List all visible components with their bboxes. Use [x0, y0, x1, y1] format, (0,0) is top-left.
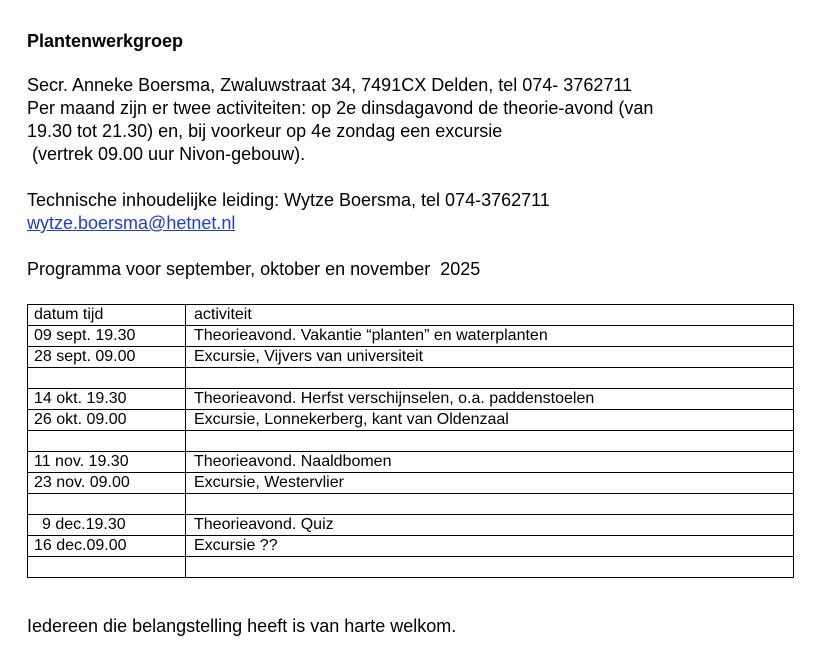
- table-row: [28, 389, 794, 410]
- activities-line-3: (vertrek 09.00 uur Nivon-gebouw).: [27, 144, 306, 164]
- cell-datum: [28, 431, 186, 452]
- cell-datum: 28 sept. 09.00: [28, 347, 186, 368]
- cell-activiteit: [186, 494, 794, 515]
- cell-activiteit: [186, 368, 794, 389]
- table-row-empty: [28, 494, 794, 515]
- table-header-row: [28, 305, 794, 326]
- table-row-empty: [28, 368, 794, 389]
- table-row: [28, 326, 794, 347]
- cell-datum: 26 okt. 09.00: [28, 410, 186, 431]
- cell-activiteit: Excursie ??: [186, 536, 794, 557]
- table-row: [28, 515, 794, 536]
- table-row: [28, 536, 794, 557]
- secretary-line: Secr. Anneke Boersma, Zwaluwstraat 34, 7491CX Delden, tel 074- 3762711: [27, 75, 633, 95]
- cell-datum: [28, 494, 186, 515]
- activities-line-2: 19.30 tot 21.30) en, bij voorkeur op 4e zondag een excursie: [27, 121, 503, 141]
- page-title: Plantenwerkgroep: [27, 31, 184, 51]
- cell-datum: 16 dec.09.00: [28, 536, 186, 557]
- cell-datum: 14 okt. 19.30: [28, 389, 186, 410]
- table-row-empty: [28, 557, 794, 578]
- cell-activiteit: Theorieavond. Vakantie “planten” en waterplanten: [186, 326, 794, 347]
- cell-activiteit: [186, 557, 794, 578]
- email-link[interactable]: wytze.boersma@hetnet.nl: [27, 213, 236, 233]
- welcome-text: Iedereen die belangstelling heeft is van harte welkom.: [27, 616, 457, 636]
- cell-activiteit: Theorieavond. Herfst verschijnselen, o.a. paddenstoelen: [186, 389, 794, 410]
- cell-datum: [28, 368, 186, 389]
- cell-activiteit: Excursie, Westervlier: [186, 473, 794, 494]
- activities-line-1: Per maand zijn er twee activiteiten: op 2e dinsdagavond de theorie-avond (van: [27, 98, 654, 118]
- cell-activiteit: Excursie, Lonnekerberg, kant van Oldenzaal: [186, 410, 794, 431]
- cell-activiteit: Excursie, Vijvers van universiteit: [186, 347, 794, 368]
- programma-table: [27, 304, 794, 578]
- table-row: [28, 347, 794, 368]
- cell-activiteit: Theorieavond. Quiz: [186, 515, 794, 536]
- cell-datum: 9 dec.19.30: [28, 515, 186, 536]
- table-row: [28, 473, 794, 494]
- column-header-datum: datum tijd: [28, 305, 186, 326]
- cell-activiteit: Theorieavond. Naaldbomen: [186, 452, 794, 473]
- column-header-activiteit: activiteit: [186, 305, 794, 326]
- cell-datum: 11 nov. 19.30: [28, 452, 186, 473]
- cell-activiteit: [186, 431, 794, 452]
- table-row-empty: [28, 431, 794, 452]
- table-row: [28, 410, 794, 431]
- cell-datum: 09 sept. 19.30: [28, 326, 186, 347]
- leiding-line: Technische inhoudelijke leiding: Wytze Boersma, tel 074-3762711: [27, 190, 550, 210]
- cell-datum: [28, 557, 186, 578]
- table-row: [28, 452, 794, 473]
- programma-heading: Programma voor september, oktober en november 2025: [27, 259, 481, 279]
- cell-datum: 23 nov. 09.00: [28, 473, 186, 494]
